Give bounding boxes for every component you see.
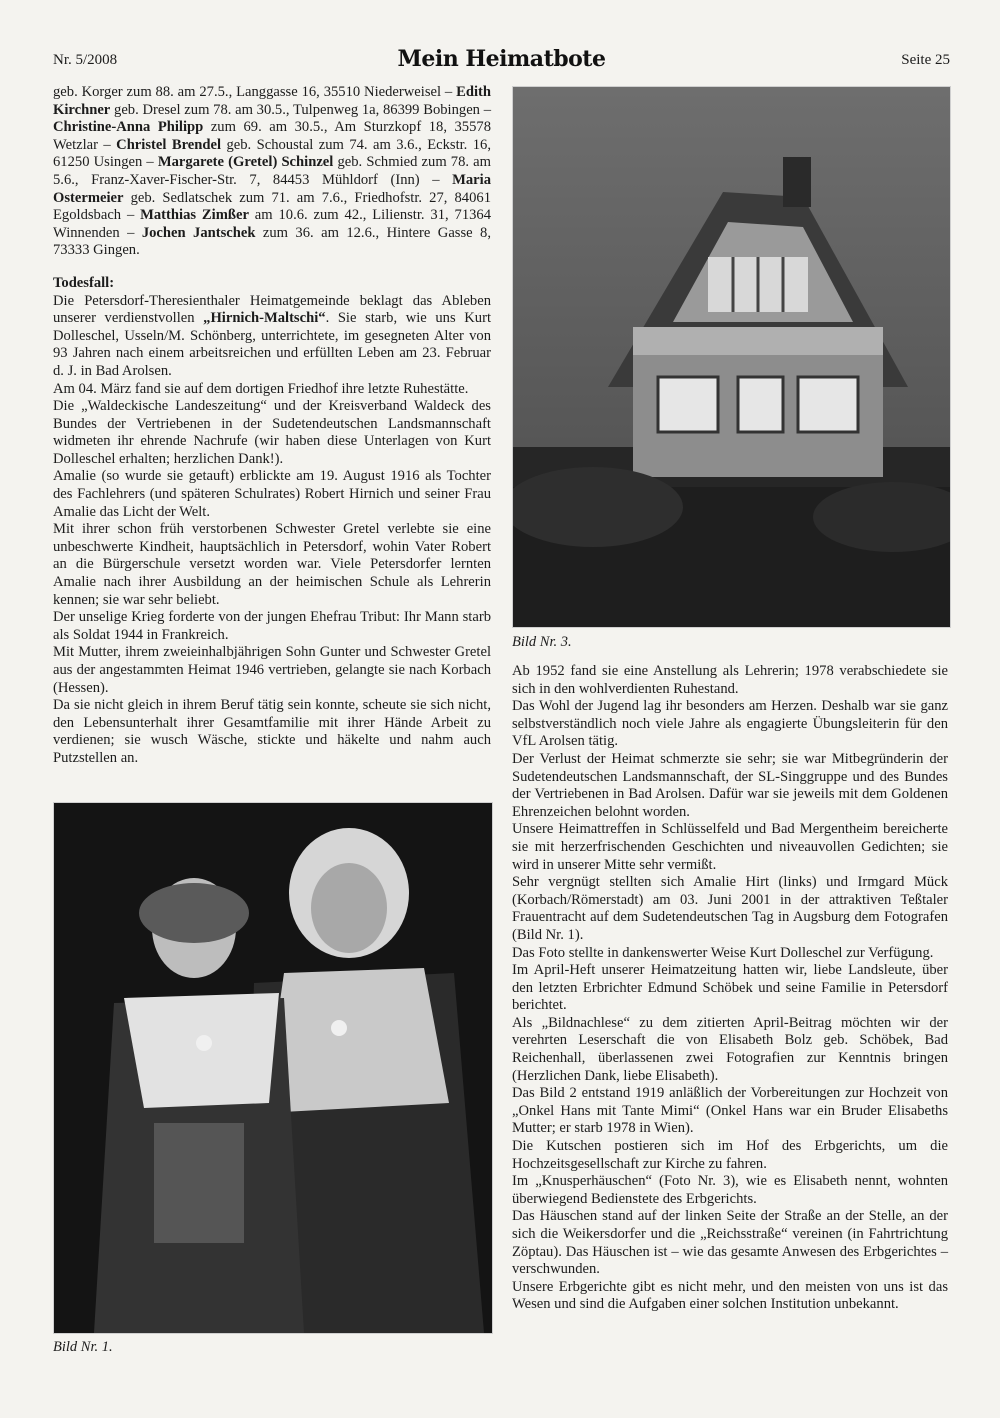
birthday-text: geb. Schmied zum 78. am 5.6., Franz-Xaver-Fischer-Str. 7, 84453 Mühldorf (Inn) – bbox=[53, 154, 492, 188]
photo3-caption: Bild Nr. 3. bbox=[512, 634, 572, 650]
obituary-paragraph: Das Wohl der Jugend lag ihr besonders am Herzen. Deshalb war sie ganz selbstverständlich noch viele Jahre als engagierte Übungsleiterin für den VfL Arolsen tätig. bbox=[512, 698, 948, 750]
birthday-list bbox=[53, 84, 491, 260]
obituary-paragraph: Die Kutschen postieren sich im Hof des Erbgerichts, um die Hochzeitsgesellschaft zur Kirche zu fahren. bbox=[512, 1138, 948, 1172]
deceased-name: „Hirnich-Maltschi“ bbox=[203, 310, 326, 327]
obituary-paragraph: Sehr vergnügt stellten sich Amalie Hirt (links) und Irmgard Mück (Korbach/Römerstadt) am 03. Juni 2001 in der attraktiven Teßtaler Frauentracht auf dem Sudetendeutschen Tag in Augsburg dem Fotografen (Bild Nr. 1). bbox=[512, 874, 948, 943]
obituary-paragraph: Das Bild 2 entstand 1919 anläßlich der Vorbereitungen zur Hochzeit von „Onkel Hans mit Tante Mimi“ (Onkel Hans war ein Bruder Elisabeths Mutter; er starb 1978 in Wien). bbox=[512, 1085, 948, 1137]
obituary-paragraph: Mit Mutter, ihrem zweieinhalbjährigen Sohn Gunter und Schwester Gretel aus der angestammten Heimat 1946 vertrieben, gelangte sie nach Korbach (Hessen). bbox=[53, 644, 491, 696]
obituary-paragraph: Das Foto stellte in dankenswerter Weise Kurt Dolleschel zur Verfügung. bbox=[512, 944, 934, 961]
house-photo-image bbox=[513, 87, 950, 627]
obituary-paragraph: Das Häuschen stand auf der linken Seite der Straße an der Stelle, an der sich die Weikersdorfer und die „Reichsstraße“ vereinen (in Fahrtrichtung Zöptau). Das Häuschen ist – wie das gesamte Anwesen des Erbgerichtes – verschwunden. bbox=[512, 1208, 948, 1278]
obituary-paragraph: Als „Bildnachlese“ zu dem zitierten April-Beitrag möchten wir der verehrten Leserschaft die von Elisabeth Bolz geb. Schöbek, Bad Reichenhall, überlassenen zwei Fotografien zur Kenntnis bringen (Herzlichen Dank, liebe Elisabeth). bbox=[512, 1014, 948, 1084]
birthday-name: Edith Kirchner bbox=[53, 84, 491, 118]
masthead-title: Mein Heimatbote bbox=[397, 46, 606, 72]
obituary-paragraph: Im „Knusperhäuschen“ (Foto Nr. 3), wie es Elisabeth nennt, wohnten überwiegend Bedienstete des Erbgerichts. bbox=[512, 1173, 948, 1207]
obituary-paragraph: Im April-Heft unserer Heimatzeitung hatten wir, liebe Landsleute, über den letzten Erbrichter Edmund Schöbek und seine Familie in Petersdorf berichtet. bbox=[512, 962, 948, 1014]
obituary-heading: Todesfall: bbox=[53, 274, 115, 291]
birthday-text: geb. Sedlatschek zum 71. am 7.6., Friedhofstr. 27, 84061 Egoldsbach – bbox=[53, 189, 491, 224]
obituary-paragraph: Da sie nicht gleich in ihrem Beruf tätig sein konnte, scheute sie sich nicht, den Lebensunterhalt ihrer Gesamtfamilie mit ihrer Hände Arbeit zu verdienen; sie wusch Wäsche, stickte und häkelte und nahm auch Putzstellen an. bbox=[53, 697, 491, 766]
obituary-paragraph: Mit ihrer schon früh verstorbenen Schwester Gretel verlebte sie eine unbeschwerte Kindheit, hauptsächlich in Petersdorf, wohin Vater Robert an die Bürgerschule versetzt worden war. Viele Petersdorfer lernten Amalie nach ihrer Ausbildung an der heimischen Schule als Lehrerin kennen; sie war sehr beliebt. bbox=[53, 521, 491, 608]
birthday-name: Christine-Anna Philipp bbox=[53, 119, 204, 136]
birthday-name: Matthias Zimßer bbox=[140, 207, 249, 224]
obituary-text: . Sie starb, wie uns Kurt Dolleschel, Usseln/M. Schönberg, unterrichtete, im gesegneten Alter von 93 Jahren nach einem arbeitsreichen und erfüllten Leben am 23. Februar d. J. in Bad Arolsen. bbox=[53, 310, 492, 379]
photo-house bbox=[512, 86, 951, 628]
obituary-paragraph: Ab 1952 fand sie eine Anstellung als Lehrerin; 1978 verabschiedete sie sich in den wohlverdienten Ruhestand. bbox=[512, 663, 948, 697]
obituary-paragraph bbox=[53, 293, 491, 381]
birthday-name: Maria Ostermeier bbox=[53, 171, 491, 206]
obituary-text: Die Petersdorf-Theresienthaler Heimatgemeinde beklagt das Ableben unserer verdienstvollen bbox=[53, 292, 491, 327]
birthday-text: zum 69. am 30.5., Am Sturzkopf 18, 35578 Wetzlar – bbox=[53, 119, 491, 153]
birthday-text: zum 36. am 12.6., Hintere Gasse 8, 73333 Gingen. bbox=[53, 224, 491, 259]
obituary-paragraph: Der unselige Krieg forderte von der jungen Ehefrau Tribut: Ihr Mann starb als Soldat 1944 in Frankreich. bbox=[53, 609, 491, 643]
women-photo-image bbox=[54, 803, 492, 1333]
issue-number: Nr. 5/2008 bbox=[53, 52, 118, 68]
obituary-paragraph: Amalie (so wurde sie getauft) erblickte am 19. August 1916 als Tochter des Fachlehrers (und späteren Schulrates) Robert Hirnich und seiner Frau Amalie das Licht der Welt. bbox=[53, 468, 491, 520]
birthday-text: geb. Schoustal zum 74. am 3.6., Eckstr. 16, 61250 Usingen – bbox=[53, 136, 491, 171]
obituary-paragraph: Die „Waldeckische Landeszeitung“ und der Kreisverband Waldeck des Bundes der Vertriebenen in der Sudetendeutschen Landsmannschaft widmeten ihr ehrende Nachrufe (wir haben diese Unterlagen von Kurt Dolleschel erhalten; herzlichen Dank!). bbox=[53, 398, 491, 467]
right-column bbox=[512, 663, 948, 1314]
birthday-text: geb. Korger zum 88. am 27.5., Langgasse 16, 35510 Niederweisel – bbox=[53, 84, 457, 100]
photo-two-women bbox=[53, 802, 493, 1334]
obituary-paragraph: Unsere Heimattreffen in Schlüsselfeld und Bad Mergentheim bereicherte sie mit herzerfrischenden Geschichten und niveauvollen Gedichten; sie wird in unserer Mitte sehr vermißt. bbox=[512, 821, 948, 873]
left-column bbox=[53, 84, 491, 768]
photo1-caption: Bild Nr. 1. bbox=[53, 1339, 113, 1355]
page-header bbox=[53, 46, 950, 76]
birthday-name: Christel Brendel bbox=[116, 136, 222, 153]
page-number: Seite 25 bbox=[901, 52, 950, 68]
birthday-name: Jochen Jantschek bbox=[141, 224, 256, 241]
birthday-name: Margarete (Gretel) Schinzel bbox=[157, 154, 334, 171]
obituary-paragraph: Am 04. März fand sie auf dem dortigen Friedhof ihre letzte Ruhestätte. bbox=[53, 380, 469, 397]
obituary-paragraph: Unsere Erbgerichte gibt es nicht mehr, und den meisten von uns ist das Wesen und sind die Aufgaben einer solchen Institution unbekannt. bbox=[512, 1278, 948, 1313]
birthday-text: am 10.6. zum 42., Lilienstr. 31, 71364 Winnenden – bbox=[53, 207, 492, 241]
obituary-paragraph: Der Verlust der Heimat schmerzte sie sehr; sie war Mitbegründerin der Sudetendeutschen Landsmannschaft, der SL-Singgruppe und des Bundes der Vertriebenen in Bad Arolsen. Dafür war sie jeweils mit dem Goldenen Ehrenzeichen belohnt worden. bbox=[512, 750, 948, 820]
birthday-text: geb. Dresel zum 78. am 30.5., Tulpenweg 1a, 86399 Bobingen – bbox=[110, 101, 491, 118]
